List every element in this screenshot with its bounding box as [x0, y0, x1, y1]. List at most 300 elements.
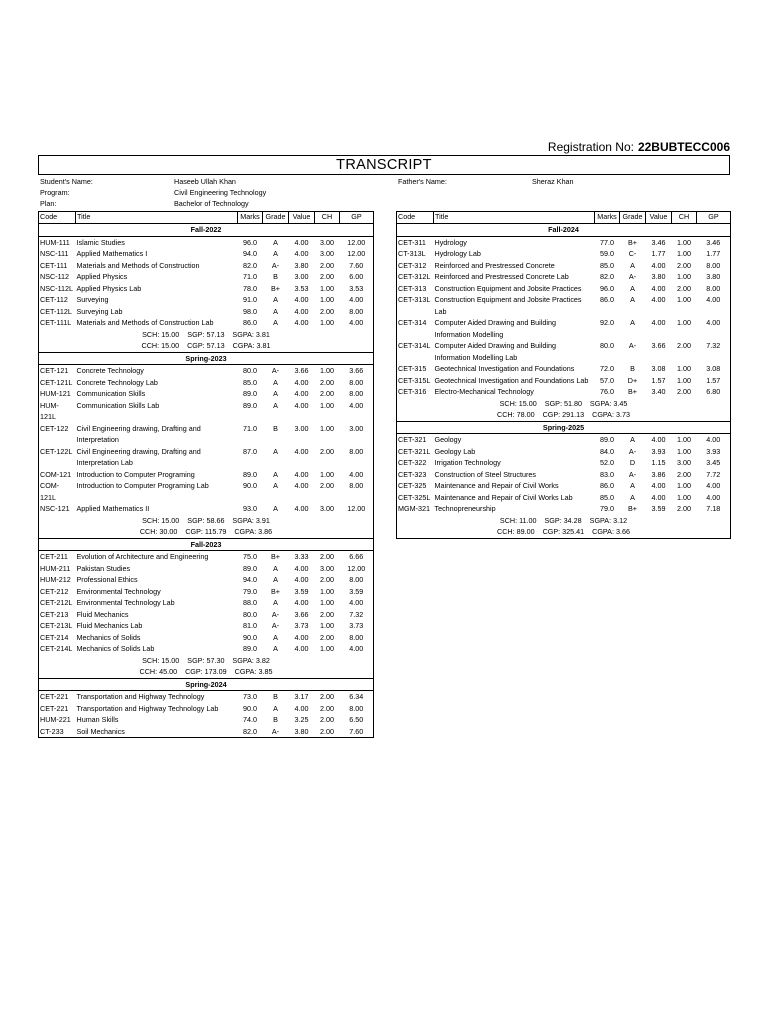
course-code: CET-315 [397, 363, 434, 375]
course-grade-points: 8.00 [697, 283, 731, 295]
father-label: Father's Name: [398, 177, 447, 186]
course-grade: A [273, 575, 278, 584]
header-row [397, 212, 731, 224]
course-grade: A [273, 295, 278, 304]
course-credit-hours: 1.00 [320, 644, 334, 653]
course-grade: B+ [271, 283, 280, 293]
course-row [397, 492, 731, 504]
course-title: Technopreneurship [434, 504, 496, 513]
course-grade: A [273, 703, 278, 713]
course-row [39, 469, 374, 481]
course-title: Surveying Lab [76, 306, 123, 316]
course-grade: A [273, 400, 278, 410]
course-marks: 86.0 [600, 295, 614, 304]
course-marks: 85.0 [600, 260, 614, 270]
course-grade-points: 7.72 [697, 469, 731, 481]
course-title: Geology [434, 435, 462, 444]
course-grade: A [630, 283, 635, 293]
left-transcript-table [38, 211, 374, 738]
course-marks: 59.0 [600, 249, 614, 258]
course-code: COM-121 [39, 469, 76, 481]
course-marks: 71.0 [243, 423, 257, 433]
course-row [397, 434, 731, 446]
course-grade-points: 4.00 [697, 434, 731, 446]
course-title: Islamic Studies [76, 237, 125, 247]
course-credit-hours: 1.00 [320, 295, 334, 304]
course-grade: A [273, 481, 278, 490]
course-grade-points: 12.00 [340, 248, 374, 260]
course-grade-points: 3.66 [340, 365, 374, 377]
course-title: Geotechnical Investigation and Foundations [434, 364, 575, 373]
course-credit-hours: 2.00 [320, 260, 334, 270]
course-value: 3.80 [651, 272, 666, 281]
course-row [39, 317, 374, 329]
course-grade-points: 12.00 [340, 236, 374, 248]
course-grade: A [273, 632, 278, 642]
course-marks: 89.0 [600, 435, 614, 444]
course-row [397, 363, 731, 375]
course-code: CET-212L [39, 597, 76, 609]
course-marks: 80.0 [243, 609, 257, 619]
course-row [39, 377, 374, 389]
semester-summary: SCH: 15.00 SGP: 51.80 SGPA: 3.45 [397, 398, 731, 410]
course-credit-hours: 2.00 [320, 481, 334, 490]
course-value: 3.59 [651, 504, 666, 513]
course-credit-hours: 2.00 [320, 632, 334, 642]
course-title: Surveying [76, 295, 109, 304]
course-credit-hours: 1.00 [677, 237, 691, 247]
course-grade: A- [271, 260, 280, 270]
cumulative-summary: CCH: 30.00 CGP: 115.79 CGPA: 3.86 [39, 526, 374, 538]
course-title: Introduction to Computer Programing Lab [76, 481, 209, 490]
course-grade: A- [628, 469, 637, 479]
course-credit-hours: 1.00 [677, 249, 691, 258]
course-grade-points: 8.00 [340, 306, 374, 318]
course-credit-hours: 1.00 [320, 423, 334, 433]
course-grade-points: 7.60 [340, 260, 374, 272]
course-title: Geotechnical Investigation and Foundations Lab [434, 375, 589, 385]
course-code: CET-221 [39, 703, 76, 715]
course-code: CET-112 [39, 294, 76, 306]
course-row [39, 306, 374, 318]
course-code: CET-325L [397, 492, 434, 504]
course-credit-hours: 1.00 [320, 366, 334, 375]
course-marks: 76.0 [600, 387, 614, 396]
course-credit-hours: 1.00 [677, 295, 691, 304]
course-code: CET-121L [39, 377, 76, 389]
course-code: NSC-111 [39, 248, 76, 260]
course-code: CET-212 [39, 586, 76, 598]
course-title: Electro-Mechanical Technology [434, 387, 534, 396]
course-marks: 92.0 [600, 318, 614, 327]
course-value: 3.73 [294, 621, 309, 630]
course-row [39, 551, 374, 563]
course-grade-points: 6.00 [340, 271, 374, 283]
course-title: Hydrology [434, 237, 467, 247]
registration-number [548, 140, 730, 154]
course-marks: 52.0 [600, 458, 614, 467]
course-row [39, 714, 374, 726]
course-code: CET-111L [39, 317, 76, 329]
course-row [39, 726, 374, 738]
course-grade-points: 8.00 [340, 574, 374, 586]
course-grade-points: 1.77 [697, 248, 731, 260]
course-value: 3.66 [294, 366, 309, 375]
column-header: CH [315, 212, 340, 224]
course-row [39, 703, 374, 715]
course-title: Civil Engineering drawing, Drafting and Interpretation [76, 423, 201, 444]
course-code: CET-214L [39, 643, 76, 655]
course-title: Pakistan Studies [76, 563, 131, 573]
course-marks: 73.0 [243, 692, 257, 701]
course-grade: A [273, 237, 278, 247]
course-value: 3.46 [651, 237, 666, 247]
course-grade: B [630, 364, 635, 373]
course-row [39, 388, 374, 400]
course-credit-hours: 2.00 [320, 575, 334, 584]
course-grade-points: 4.00 [340, 597, 374, 609]
course-credit-hours: 3.00 [320, 504, 334, 513]
summary-row [39, 655, 374, 667]
course-credit-hours: 2.00 [320, 703, 334, 713]
course-title: Applied Physics Lab [76, 283, 142, 293]
course-title: Reinforced and Prestressed Concrete [434, 260, 555, 270]
course-grade: A- [628, 446, 637, 456]
course-grade: A- [628, 341, 637, 350]
course-title: Environmental Technology Lab [76, 598, 175, 607]
course-value: 4.00 [294, 575, 309, 584]
course-grade: A [273, 598, 278, 607]
course-credit-hours: 2.00 [677, 341, 691, 350]
course-value: 4.00 [294, 377, 309, 387]
course-code: CET-314L [397, 340, 434, 363]
course-row [39, 503, 374, 515]
course-code: NSC-112L [39, 283, 76, 295]
course-marks: 82.0 [600, 272, 614, 281]
course-code: CET-211 [39, 551, 76, 563]
course-row [39, 563, 374, 575]
semester-row [39, 538, 374, 551]
course-row [39, 480, 374, 503]
course-credit-hours: 2.00 [320, 272, 334, 281]
course-credit-hours: 2.00 [677, 283, 691, 293]
course-value: 1.77 [651, 249, 666, 258]
course-value: 3.00 [294, 272, 309, 281]
column-header: Value [289, 212, 315, 224]
course-marks: 86.0 [243, 318, 257, 327]
course-value: 4.00 [294, 598, 309, 607]
course-grade-points: 6.80 [697, 386, 731, 398]
course-code: CET-321L [397, 446, 434, 458]
course-title: Fluid Mechanics Lab [76, 621, 143, 630]
course-title: Fluid Mechanics [76, 609, 129, 619]
course-row [397, 457, 731, 469]
course-grade-points: 7.60 [340, 726, 374, 738]
course-grade: A [273, 318, 278, 327]
course-grade-points: 3.93 [697, 446, 731, 458]
course-row [397, 236, 731, 248]
course-row [397, 271, 731, 283]
course-marks: 84.0 [600, 446, 614, 456]
course-row [39, 400, 374, 423]
course-marks: 90.0 [243, 703, 257, 713]
semester-heading: Fall-2022 [39, 224, 374, 237]
course-grade-points: 3.00 [340, 423, 374, 446]
course-marks: 91.0 [243, 295, 257, 304]
semester-heading: Spring-2024 [39, 678, 374, 691]
course-marks: 75.0 [243, 552, 257, 561]
course-grade-points: 4.00 [697, 480, 731, 492]
column-header: CH [672, 212, 697, 224]
course-value: 4.00 [294, 504, 309, 513]
course-code: CET-111 [39, 260, 76, 272]
course-code: CET-214 [39, 632, 76, 644]
course-value: 3.25 [294, 715, 309, 724]
course-marks: 83.0 [600, 469, 614, 479]
course-marks: 72.0 [600, 364, 614, 373]
course-credit-hours: 1.00 [677, 375, 691, 385]
course-title: Applied Mathematics II [76, 504, 150, 513]
course-row [39, 632, 374, 644]
semester-summary: SCH: 15.00 SGP: 57.30 SGPA: 3.82 [39, 655, 374, 667]
course-code: CT-233 [39, 726, 76, 738]
course-grade: A- [271, 621, 280, 630]
course-title: Construction Equipment and Jobsite Practices [434, 283, 582, 293]
course-code: CET-221 [39, 691, 76, 703]
course-value: 3.17 [294, 692, 309, 701]
column-header: Value [646, 212, 672, 224]
course-value: 3.08 [651, 364, 666, 373]
summary-row [397, 526, 731, 538]
right-transcript-table [396, 211, 731, 539]
course-marks: 80.0 [600, 341, 614, 350]
course-code: MGM-321 [397, 503, 434, 515]
course-title: Construction Equipment and Jobsite Practices Lab [434, 295, 582, 316]
course-title: Materials and Methods of Construction [76, 260, 200, 270]
course-title: Professional Ethics [76, 575, 138, 584]
course-marks: 80.0 [243, 366, 257, 375]
course-title: Communication Skills Lab [76, 400, 160, 410]
course-value: 4.00 [651, 318, 666, 327]
course-value: 4.00 [294, 249, 309, 258]
course-marks: 85.0 [243, 377, 257, 387]
course-grade: A [273, 504, 278, 513]
course-row [39, 586, 374, 598]
course-row [397, 317, 731, 340]
course-credit-hours: 3.00 [320, 237, 334, 247]
course-row [39, 294, 374, 306]
course-grade-points: 4.00 [340, 643, 374, 655]
course-grade-points: 3.73 [340, 620, 374, 632]
cumulative-summary: CCH: 78.00 CGP: 291.13 CGPA: 3.73 [397, 409, 731, 421]
course-title: Mechanics of Solids [76, 632, 141, 642]
course-marks: 78.0 [243, 283, 257, 293]
course-value: 3.80 [294, 260, 309, 270]
course-code: CET-314 [397, 317, 434, 340]
course-code: HUM-211 [39, 563, 76, 575]
course-value: 4.00 [294, 295, 309, 304]
course-grade: A [630, 492, 635, 502]
course-row [397, 248, 731, 260]
plan-name: Bachelor of Technology [174, 199, 249, 208]
course-credit-hours: 1.00 [677, 364, 691, 373]
course-credit-hours: 1.00 [677, 446, 691, 456]
course-value: 4.00 [294, 389, 309, 398]
course-marks: 88.0 [243, 598, 257, 607]
course-row [39, 236, 374, 248]
course-value: 4.00 [651, 295, 666, 304]
column-header: Code [39, 212, 76, 224]
course-grade-points: 4.00 [697, 317, 731, 340]
course-title: Maintenance and Repair of Civil Works [434, 481, 559, 490]
student-name-label: Student's Name: [40, 177, 93, 186]
course-code: HUM-121L [39, 400, 76, 423]
course-value: 4.00 [294, 632, 309, 642]
course-grade: B+ [628, 387, 637, 396]
course-title: Concrete Technology [76, 366, 144, 375]
course-grade: A [630, 295, 635, 304]
course-marks: 89.0 [243, 563, 257, 573]
course-credit-hours: 1.00 [320, 283, 334, 293]
course-grade-points: 3.80 [697, 271, 731, 283]
course-credit-hours: 2.00 [320, 377, 334, 387]
course-value: 4.00 [651, 435, 666, 444]
course-title: Applied Mathematics I [76, 249, 148, 258]
semester-row [397, 421, 731, 434]
course-grade: A [630, 435, 635, 444]
course-row [39, 620, 374, 632]
course-value: 4.00 [294, 481, 309, 490]
course-marks: 57.0 [600, 375, 614, 385]
plan-label: Plan: [40, 199, 57, 208]
course-title: Transportation and Highway Technology Lab [76, 703, 219, 713]
course-code: CET-312 [397, 260, 434, 272]
course-value: 4.00 [294, 237, 309, 247]
course-grade-points: 6.66 [340, 551, 374, 563]
course-grade-points: 8.00 [340, 632, 374, 644]
course-value: 4.00 [294, 644, 309, 653]
course-row [39, 597, 374, 609]
course-title: Environmental Technology [76, 586, 161, 596]
course-title: Communication Skills [76, 389, 146, 398]
course-marks: 90.0 [243, 632, 257, 642]
course-value: 3.80 [294, 726, 309, 736]
course-credit-hours: 2.00 [677, 260, 691, 270]
course-row [397, 480, 731, 492]
course-credit-hours: 1.00 [677, 492, 691, 502]
course-marks: 71.0 [243, 272, 257, 281]
course-grade-points: 8.00 [340, 703, 374, 715]
course-code: HUM-121 [39, 388, 76, 400]
student-labels [40, 176, 93, 209]
course-grade: A- [271, 609, 280, 619]
course-title: Irrigation Technology [434, 458, 501, 467]
column-header: Title [76, 212, 238, 224]
column-header: GP [697, 212, 731, 224]
course-marks: 87.0 [243, 446, 257, 456]
summary-row [39, 526, 374, 538]
father-name: Sheraz Khan [532, 177, 574, 186]
course-credit-hours: 1.00 [320, 621, 334, 630]
semester-row [397, 224, 731, 237]
program-name: Civil Engineering Technology [174, 188, 267, 197]
course-title: Mechanics of Solids Lab [76, 644, 155, 653]
course-code: HUM-212 [39, 574, 76, 586]
course-marks: 77.0 [600, 237, 614, 247]
summary-row [39, 515, 374, 527]
course-value: 3.40 [651, 387, 666, 396]
column-header: Marks [238, 212, 263, 224]
course-value: 3.86 [651, 469, 666, 479]
course-grade-points: 4.00 [340, 294, 374, 306]
course-grade: B [273, 423, 278, 433]
course-grade-points: 8.00 [697, 260, 731, 272]
course-grade-points: 8.00 [340, 480, 374, 503]
course-title: Construction of Steel Structures [434, 469, 536, 479]
course-code: CET-121 [39, 365, 76, 377]
course-value: 4.00 [294, 306, 309, 316]
course-credit-hours: 2.00 [320, 609, 334, 619]
course-code: CET-311 [397, 236, 434, 248]
course-marks: 94.0 [243, 249, 257, 258]
course-value: 4.00 [651, 481, 666, 490]
course-value: 3.59 [294, 586, 309, 596]
course-grade: A- [271, 366, 280, 375]
course-grade-points: 8.00 [340, 377, 374, 389]
program-label: Program: [40, 188, 70, 197]
course-credit-hours: 1.00 [677, 272, 691, 281]
summary-row [39, 340, 374, 352]
column-header: GP [340, 212, 374, 224]
course-title: Geology Lab [434, 446, 476, 456]
course-grade: B+ [628, 504, 637, 513]
course-row [397, 294, 731, 317]
course-grade: A- [628, 272, 637, 281]
course-value: 3.93 [651, 446, 666, 456]
course-marks: 96.0 [600, 283, 614, 293]
course-credit-hours: 2.00 [320, 552, 334, 561]
course-grade: D+ [627, 375, 638, 385]
course-row [39, 248, 374, 260]
course-marks: 98.0 [243, 306, 257, 316]
course-grade-points: 12.00 [340, 563, 374, 575]
course-grade-points: 3.46 [697, 236, 731, 248]
course-credit-hours: 2.00 [320, 306, 334, 316]
summary-row [39, 666, 374, 678]
course-credit-hours: 1.00 [320, 318, 334, 327]
course-grade: B [273, 692, 278, 701]
course-grade-points: 7.32 [697, 340, 731, 363]
course-credit-hours: 3.00 [677, 458, 691, 467]
course-grade-points: 3.53 [340, 283, 374, 295]
course-grade: B+ [628, 237, 637, 247]
course-grade-points: 7.32 [340, 609, 374, 621]
course-credit-hours: 2.00 [677, 469, 691, 479]
course-value: 4.00 [294, 318, 309, 327]
course-grade-points: 4.00 [697, 294, 731, 317]
course-grade: B+ [271, 552, 280, 561]
course-value: 4.00 [294, 400, 309, 410]
semester-summary: SCH: 15.00 SGP: 57.13 SGPA: 3.81 [39, 329, 374, 341]
transcript-title: TRANSCRIPT [38, 155, 730, 175]
course-row [397, 469, 731, 481]
course-row [397, 375, 731, 387]
course-marks: 82.0 [243, 726, 257, 736]
course-code: CET-213 [39, 609, 76, 621]
registration-label: Registration No: [547, 140, 634, 154]
course-title: Materials and Methods of Construction Lab [76, 318, 214, 327]
course-code: CET-213L [39, 620, 76, 632]
